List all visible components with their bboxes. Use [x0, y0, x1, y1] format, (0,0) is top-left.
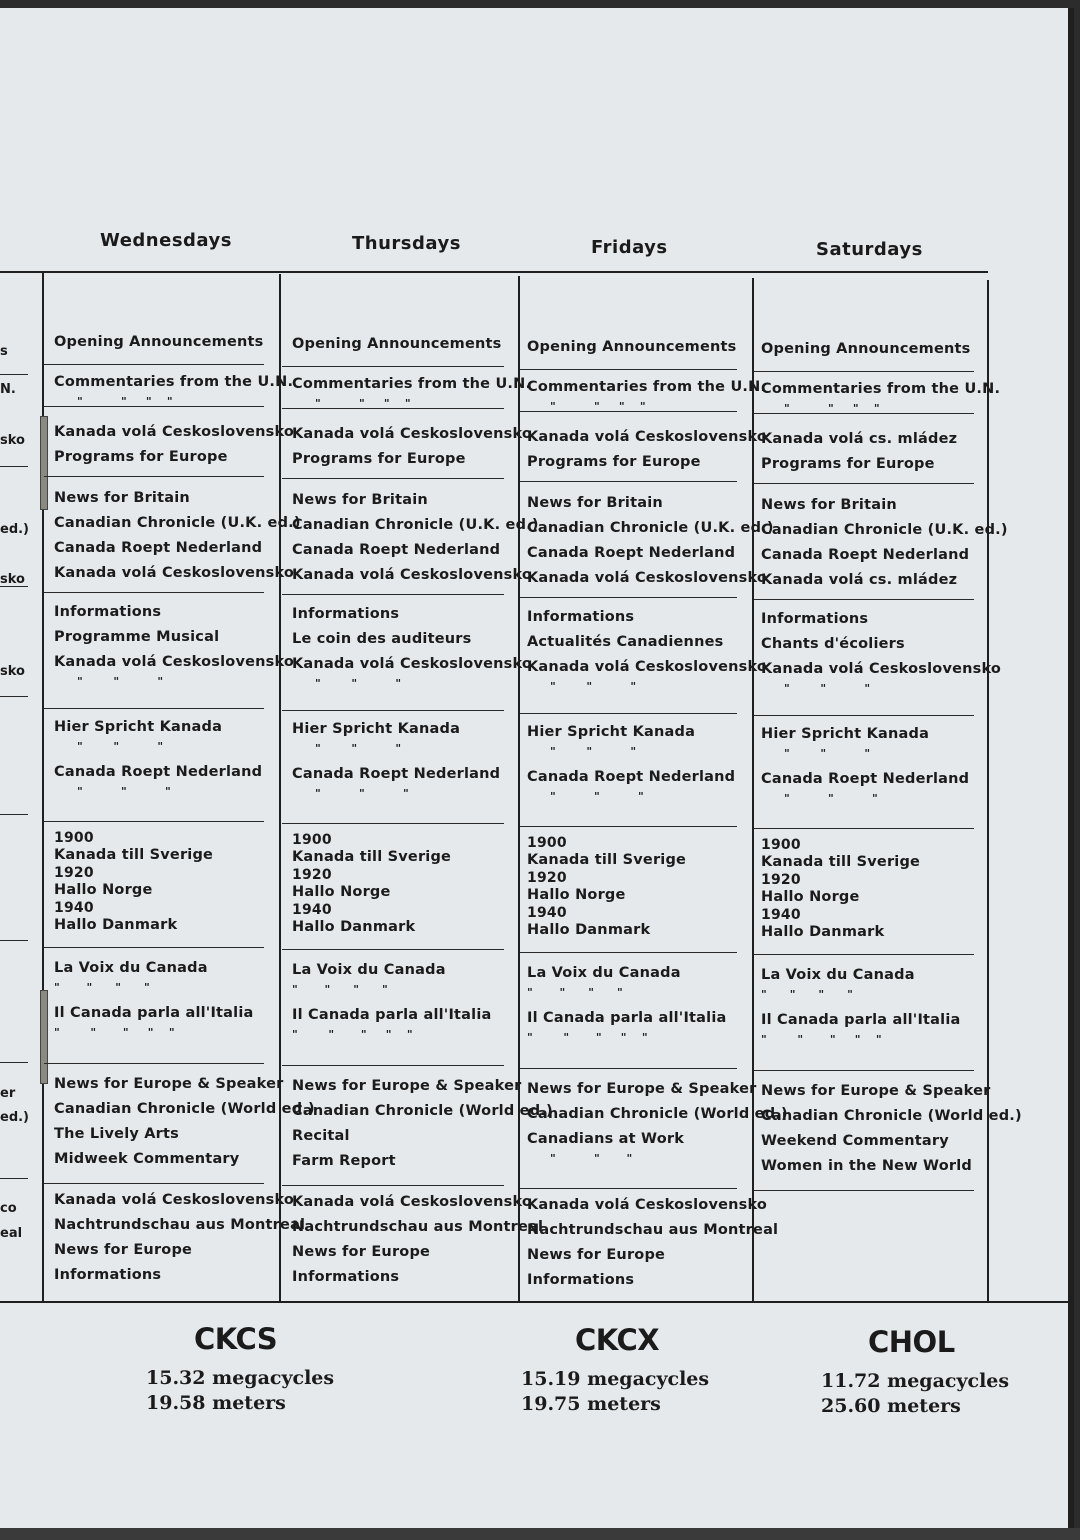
program-block [761, 493, 1008, 593]
program-title: Canadian Chronicle (U.K. ed.) [292, 517, 539, 533]
program-title: Hier Spricht Kanada [292, 721, 461, 737]
program-title: Informations [54, 604, 162, 620]
station-frequency: 11.72 megacycles [821, 1370, 1010, 1392]
program-title: Hier Spricht Kanada [761, 726, 930, 742]
row-separator [520, 952, 737, 953]
program-block [54, 830, 213, 935]
row-separator [754, 1190, 974, 1191]
binder-clip-bottom [40, 990, 48, 1084]
row-separator [44, 821, 264, 822]
program-block [761, 377, 1000, 422]
row-separator [754, 828, 974, 829]
program-block [761, 427, 957, 477]
facing-page-fragment: sko [0, 572, 25, 587]
facing-page-fragment: N. [0, 382, 16, 397]
station-ckcx [521, 1323, 709, 1417]
program-title: Kanada till Sverige [761, 854, 921, 870]
ditto-marks: " " " [527, 1152, 633, 1165]
ditto-marks: " " " " " [527, 1031, 648, 1044]
program-title: News for Europe & Speaker [761, 1083, 991, 1099]
facing-page-rule [0, 814, 28, 815]
ditto-marks: " " " [761, 792, 878, 805]
row-separator [282, 366, 504, 367]
row-separator [44, 592, 264, 593]
program-title: Kanada volá Ceskoslovensko [292, 426, 533, 442]
row-separator [754, 954, 974, 955]
station-callsign: CHOL [868, 1325, 955, 1359]
program-block [527, 1077, 788, 1172]
station-wavelength: 25.60 meters [821, 1395, 961, 1417]
program-title: Kanada till Sverige [54, 847, 214, 863]
program-block [54, 715, 262, 805]
row-separator [44, 364, 264, 365]
program-title: Kanada volá Ceskoslovensko [527, 570, 768, 586]
program-title: Canadian Chronicle (U.K. ed.) [527, 520, 774, 536]
program-title: News for Britain [292, 492, 428, 508]
program-title: Kanada volá Ceskoslovensko [527, 659, 768, 675]
program-title: Canada Roept Nederland [292, 766, 501, 782]
row-separator [282, 949, 504, 950]
program-title: Kanada volá Ceskoslovensko [292, 567, 533, 583]
program-title: Il Canada parla all'Italia [292, 1007, 492, 1023]
program-title: Hallo Danmark [54, 917, 178, 933]
table-surface [0, 1528, 1080, 1540]
schedule-page [0, 8, 1074, 1530]
row-separator [520, 1188, 737, 1189]
facing-page-rule [0, 374, 28, 375]
program-block [54, 600, 294, 695]
ditto-marks: " " " " " [292, 1028, 413, 1041]
program-block [292, 958, 491, 1048]
program-title: Kanada volá Ceskoslovensko [54, 424, 295, 440]
program-title: Le coin des auditeurs [292, 631, 472, 647]
ditto-marks: " " " " [527, 400, 646, 413]
program-block [761, 337, 971, 362]
program-title: Kanada volá Ceskoslovensko [54, 1192, 295, 1208]
program-title: Kanada volá cs. mládez [761, 431, 958, 447]
program-block [292, 1190, 543, 1290]
facing-page-fragment: ed.) [0, 522, 30, 537]
station-frequency: 15.19 megacycles [521, 1368, 710, 1390]
program-title: Canada Roept Nederland [54, 764, 263, 780]
ditto-marks: " " " [292, 742, 402, 755]
row-separator [520, 1068, 737, 1069]
program-title: Informations [292, 1269, 400, 1285]
program-title: Informations [54, 1267, 162, 1283]
program-title: Canadian Chronicle (World ed.) [292, 1103, 553, 1119]
program-title: Canadian Chronicle (World ed.) [527, 1106, 788, 1122]
program-block [527, 961, 726, 1051]
program-title: Weekend Commentary [761, 1133, 949, 1149]
program-block [54, 1072, 315, 1172]
row-separator [754, 715, 974, 716]
program-title: Kanada volá Ceskoslovensko [527, 429, 768, 445]
program-block [54, 486, 301, 586]
program-title: La Voix du Canada [292, 962, 446, 978]
program-title: Opening Announcements [292, 336, 502, 352]
program-block [292, 602, 532, 697]
station-wavelength: 19.58 meters [146, 1392, 286, 1414]
program-title: Commentaries from the U.N. [292, 376, 532, 392]
ditto-marks: " " " " [761, 402, 880, 415]
ditto-marks: " " " " [54, 395, 173, 408]
program-block [54, 956, 253, 1046]
day-header-friday: Fridays [591, 237, 668, 258]
program-title: News for Europe & Speaker [54, 1076, 284, 1092]
ditto-marks: " " " " " [54, 1026, 175, 1039]
facing-page-rule [0, 940, 28, 941]
broadcast-time: 1940 [527, 905, 567, 921]
program-title: Kanada volá cs. mládez [761, 572, 958, 588]
program-title: Opening Announcements [527, 339, 737, 355]
broadcast-time: 1940 [54, 900, 94, 916]
station-callsign: CKCS [194, 1322, 278, 1356]
facing-page-rule [0, 696, 28, 697]
program-title: La Voix du Canada [761, 967, 915, 983]
row-separator [44, 406, 264, 407]
facing-page-rule [0, 586, 28, 587]
program-block [292, 372, 531, 417]
ditto-marks: " " " [761, 682, 871, 695]
program-block [527, 1193, 778, 1293]
day-header-thursday: Thursdays [352, 233, 461, 254]
station-frequency: 15.32 megacycles [146, 1367, 335, 1389]
program-title: Programs for Europe [527, 454, 701, 470]
program-title: Opening Announcements [761, 341, 971, 357]
facing-page-rule [0, 1062, 28, 1063]
program-title: Il Canada parla all'Italia [761, 1012, 961, 1028]
ditto-marks: " " " [54, 785, 171, 798]
program-title: Hallo Norge [54, 882, 153, 898]
row-separator [44, 1063, 264, 1064]
program-title: Nachtrundschau aus Montreal [54, 1217, 306, 1233]
program-title: News for Europe [527, 1247, 666, 1263]
broadcast-time: 1900 [292, 832, 332, 848]
row-separator [282, 478, 504, 479]
ditto-marks: " " " " [527, 986, 623, 999]
program-title: The Lively Arts [54, 1126, 179, 1142]
program-title: News for Britain [527, 495, 663, 511]
ditto-marks: " " " [527, 680, 637, 693]
station-callsign: CKCX [575, 1323, 660, 1357]
facing-page-fragment: er [0, 1086, 16, 1101]
ditto-marks: " " " " [292, 983, 388, 996]
row-separator [282, 408, 504, 409]
row-separator [282, 594, 504, 595]
program-block [527, 335, 737, 360]
program-title: Hallo Norge [527, 887, 626, 903]
program-title: Commentaries from the U.N. [54, 374, 294, 390]
program-title: Canadian Chronicle (World ed.) [54, 1101, 315, 1117]
broadcast-time: 1900 [761, 837, 801, 853]
ditto-marks: " " " " " [761, 1033, 882, 1046]
program-title: Kanada volá Ceskoslovensko [292, 656, 533, 672]
program-title: Kanada volá Ceskoslovensko [54, 565, 295, 581]
program-title: Nachtrundschau aus Montreal [292, 1219, 544, 1235]
broadcast-time: 1920 [292, 867, 332, 883]
program-title: News for Europe & Speaker [527, 1081, 757, 1097]
ditto-marks: " " " " [54, 981, 150, 994]
program-title: News for Europe & Speaker [292, 1078, 522, 1094]
ditto-marks: " " " [54, 740, 164, 753]
program-title: Farm Report [292, 1153, 396, 1169]
facing-page-fragment: co [0, 1201, 17, 1216]
facing-page-fragment: sko [0, 664, 25, 679]
program-title: Kanada volá Ceskoslovensko [761, 661, 1002, 677]
row-separator [754, 1070, 974, 1071]
program-title: Canada Roept Nederland [761, 547, 970, 563]
program-title: La Voix du Canada [54, 960, 208, 976]
day-header-saturday: Saturdays [816, 239, 923, 260]
program-title: Il Canada parla all'Italia [527, 1010, 727, 1026]
program-title: Midweek Commentary [54, 1151, 240, 1167]
program-block [54, 420, 294, 470]
program-title: News for Europe [292, 1244, 431, 1260]
row-separator [754, 371, 974, 372]
program-title: La Voix du Canada [527, 965, 681, 981]
binder-clip-top [40, 416, 48, 510]
program-block [292, 488, 539, 588]
program-block [527, 605, 767, 700]
program-title: Canada Roept Nederland [761, 771, 970, 787]
program-title: Programs for Europe [54, 449, 228, 465]
row-separator [520, 826, 737, 827]
program-title: Kanada till Sverige [527, 852, 687, 868]
facing-page-rule [0, 1178, 28, 1179]
program-title: News for Britain [54, 490, 190, 506]
row-separator [520, 597, 737, 598]
ditto-marks: " " " " [761, 988, 853, 1001]
program-title: Chants d'écoliers [761, 636, 905, 652]
row-separator [44, 708, 264, 709]
broadcast-time: 1900 [527, 835, 567, 851]
facing-page-fragment: ed.) [0, 1110, 30, 1125]
row-separator [520, 369, 737, 370]
broadcast-time: 1920 [761, 872, 801, 888]
station-ckcs [146, 1322, 334, 1416]
program-block [54, 370, 293, 415]
program-block [54, 330, 264, 355]
program-title: Informations [527, 1272, 635, 1288]
broadcast-time: 1920 [54, 865, 94, 881]
program-block [527, 835, 686, 940]
program-block [292, 332, 502, 357]
ditto-marks: " " " " [292, 397, 411, 410]
program-title: Kanada volá Ceskoslovensko [527, 1197, 768, 1213]
program-title: Informations [527, 609, 635, 625]
program-title: Kanada volá Ceskoslovensko [292, 1194, 533, 1210]
program-block [292, 832, 451, 937]
program-title: Informations [292, 606, 400, 622]
program-block [761, 607, 1001, 702]
program-title: Programs for Europe [761, 456, 935, 472]
facing-page-rule [0, 466, 28, 467]
station-wavelength: 19.75 meters [521, 1393, 661, 1415]
program-title: Il Canada parla all'Italia [54, 1005, 254, 1021]
program-title: Hier Spricht Kanada [54, 719, 223, 735]
program-title: News for Britain [761, 497, 897, 513]
program-title: Hallo Danmark [761, 924, 885, 940]
program-title: Nachtrundschau aus Montreal [527, 1222, 779, 1238]
program-title: Canadian Chronicle (U.K. ed.) [54, 515, 301, 531]
program-title: Women in the New World [761, 1158, 972, 1174]
row-separator [282, 823, 504, 824]
row-separator [754, 413, 974, 414]
program-block [527, 491, 774, 591]
ditto-marks: " " " [292, 787, 409, 800]
program-block [292, 717, 500, 807]
program-title: Canada Roept Nederland [527, 545, 736, 561]
program-title: Actualités Canadiennes [527, 634, 724, 650]
program-block [527, 425, 767, 475]
program-block [761, 837, 920, 942]
program-title: Canadian Chronicle (U.K. ed.) [761, 522, 1008, 538]
program-title: Kanada till Sverige [292, 849, 452, 865]
row-separator [282, 1065, 504, 1066]
program-title: Canada Roept Nederland [292, 542, 501, 558]
day-header-wednesday: Wednesdays [100, 230, 232, 251]
ditto-marks: " " " [54, 675, 164, 688]
program-title: Commentaries from the U.N. [527, 379, 767, 395]
program-title: Canadians at Work [527, 1131, 685, 1147]
program-title: Hallo Norge [292, 884, 391, 900]
station-chol [821, 1325, 1009, 1419]
program-block [527, 720, 735, 810]
program-block [54, 1188, 305, 1288]
row-separator [754, 483, 974, 484]
program-title: Programme Musical [54, 629, 220, 645]
program-title: Hallo Danmark [527, 922, 651, 938]
row-separator [520, 411, 737, 412]
facing-page-fragment: sko [0, 433, 25, 448]
table-bottom-rule [0, 1301, 1074, 1303]
program-title: Programs for Europe [292, 451, 466, 467]
program-title: Canada Roept Nederland [54, 540, 263, 556]
broadcast-time: 1940 [292, 902, 332, 918]
ditto-marks: " " " [761, 747, 871, 760]
program-title: Hallo Danmark [292, 919, 416, 935]
broadcast-time: 1940 [761, 907, 801, 923]
program-title: Recital [292, 1128, 350, 1144]
program-title: Hier Spricht Kanada [527, 724, 696, 740]
table-top-rule [0, 271, 988, 273]
broadcast-time: 1900 [54, 830, 94, 846]
program-title: Kanada volá Ceskoslovensko [54, 654, 295, 670]
program-title: News for Europe [54, 1242, 193, 1258]
program-title: Opening Announcements [54, 334, 264, 350]
row-separator [282, 710, 504, 711]
facing-page-fragment: s [0, 344, 8, 359]
program-title: Canadian Chronicle (World ed.) [761, 1108, 1022, 1124]
row-separator [520, 713, 737, 714]
broadcast-time: 1920 [527, 870, 567, 886]
row-separator [44, 947, 264, 948]
program-block [527, 375, 766, 420]
program-block [292, 1074, 553, 1174]
program-title: Commentaries from the U.N. [761, 381, 1001, 397]
row-separator [44, 1183, 264, 1184]
program-title: Hallo Norge [761, 889, 860, 905]
row-separator [754, 599, 974, 600]
facing-page-fragment: eal [0, 1226, 23, 1241]
program-title: Canada Roept Nederland [527, 769, 736, 785]
program-block [292, 422, 532, 472]
row-separator [520, 481, 737, 482]
program-block [761, 963, 960, 1053]
program-block [761, 1079, 1022, 1179]
row-separator [282, 1185, 504, 1186]
row-separator [44, 476, 264, 477]
ditto-marks: " " " [292, 677, 402, 690]
ditto-marks: " " " [527, 790, 644, 803]
program-title: Informations [761, 611, 869, 627]
ditto-marks: " " " [527, 745, 637, 758]
program-block [761, 722, 969, 812]
